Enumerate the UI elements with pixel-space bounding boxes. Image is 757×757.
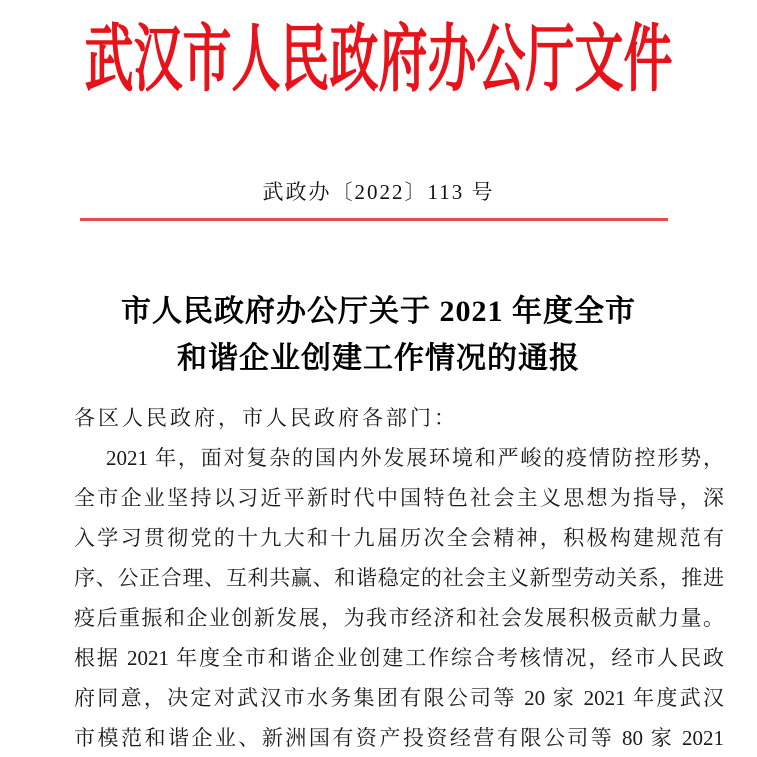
document-title-line-2: 和谐企业创建工作情况的通报 (177, 342, 580, 375)
salutation-line: 各区人民政府，市人民政府各部门： (74, 406, 458, 430)
body-text-line: 疫后重振和企业创新发展，为我市经济和社会发展积极贡献力量。 (74, 606, 724, 630)
document-number: 武政办〔2022〕113 号 (262, 180, 495, 204)
body-text-line: 2021 年，面对复杂的国内外发展环境和严峻的疫情防控形势， (106, 446, 724, 470)
body-text-line: 府同意，决定对武汉市水务集团有限公司等 20 家 2021 年度武汉 (74, 686, 724, 710)
document-title (0, 288, 757, 382)
document-body (74, 398, 724, 757)
body-text-line: 市模范和谐企业、新洲国有资产投资经营有限公司等 80 家 2021 (74, 726, 724, 750)
body-text-line: 序、公正合理、互利共赢、和谐稳定的社会主义新型劳动关系，推进 (74, 566, 724, 590)
document-title-line-1: 市人民政府办公厅关于 2021 年度全市 (121, 295, 636, 328)
body-text-line: 入学习贯彻党的十九大和十九届历次全会精神，积极构建规范有 (74, 526, 724, 550)
red-divider-rule (80, 218, 668, 221)
letterhead-title: 武汉市人民政府办公厅文件 (84, 18, 673, 101)
body-text-line: 全市企业坚持以习近平新时代中国特色社会主义思想为指导，深 (74, 486, 724, 510)
body-text-line: 根据 2021 年度全市和谐企业创建工作综合考核情况，经市人民政 (74, 646, 724, 670)
